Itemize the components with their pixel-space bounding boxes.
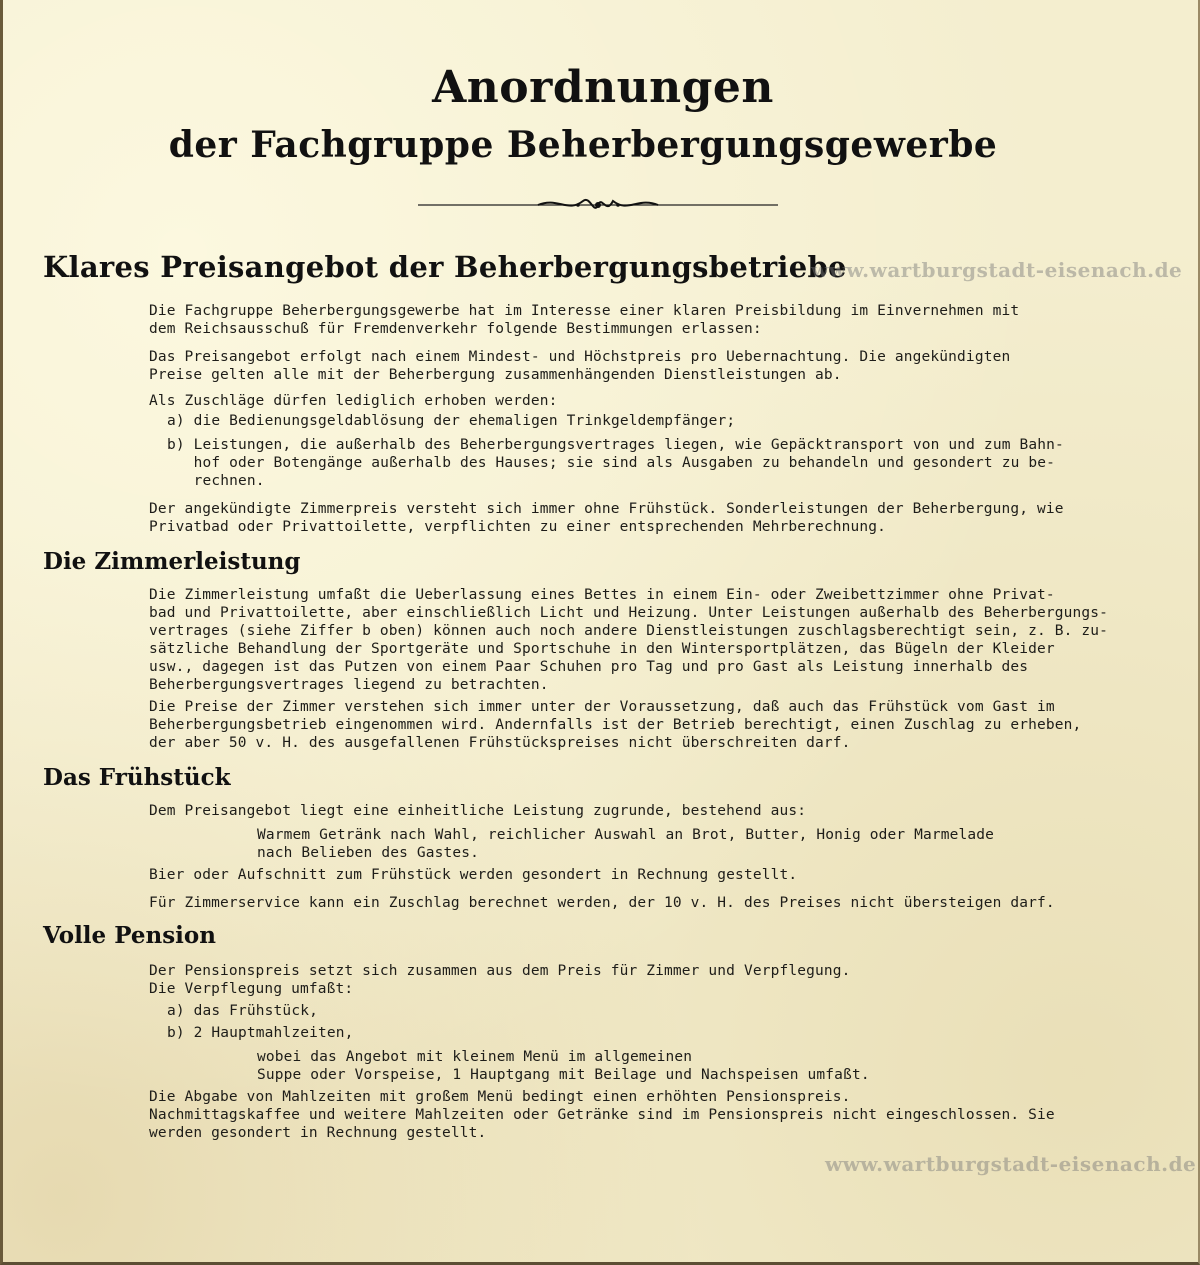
heading-volle-pension: Volle Pension	[43, 922, 216, 949]
document-title: Anordnungen	[432, 62, 774, 113]
text-line: Die Verpflegung umfaßt:	[149, 981, 354, 997]
list-item: b) 2 Hauptmahlzeiten,	[167, 1025, 354, 1041]
text-line: sätzliche Behandlung der Sportgeräte und Sportschuhe in den Wintersportplätzen, das Bügeln der Kleider	[149, 641, 1055, 657]
text-line: Der angekündigte Zimmerpreis versteht sich immer ohne Frühstück. Sonderleistungen der Beherbergung, wie	[149, 501, 1064, 517]
text-line: werden gesondert in Rechnung gestellt.	[149, 1125, 487, 1141]
watermark-top: www.wartburgstadt-eisenach.de	[811, 258, 1183, 282]
text-line: Preise gelten alle mit der Beherbergung zusammenhängenden Dienstleistungen ab.	[149, 367, 842, 383]
heading-fruehstueck: Das Frühstück	[43, 764, 231, 791]
text-line: Der Pensionspreis setzt sich zusammen aus dem Preis für Zimmer und Verpflegung.	[149, 963, 851, 979]
text-line: Die Fachgruppe Beherbergungsgewerbe hat im Interesse einer klaren Preisbildung im Einvernehmen mit	[149, 303, 1020, 319]
list-item: hof oder Botengänge außerhalb des Hauses; sie sind als Ausgaben zu behandeln und gesondert zu be-	[167, 455, 1055, 471]
watermark-bottom: www.wartburgstadt-eisenach.de	[825, 1152, 1197, 1176]
text-line: Die Preise der Zimmer verstehen sich immer unter der Voraussetzung, daß auch das Frühstück vom Gast im	[149, 699, 1055, 715]
text-line: Beherbergungsbetrieb eingenommen wird. Andernfalls ist der Betrieb berechtigt, einen Zuschlag zu erheben,	[149, 717, 1082, 733]
document-subtitle: der Fachgruppe Beherbergungsgewerbe	[168, 124, 998, 166]
text-line: Als Zuschläge dürfen lediglich erhoben werden:	[149, 393, 558, 409]
text-line: Die Abgabe von Mahlzeiten mit großem Menü bedingt einen erhöhten Pensionspreis.	[149, 1089, 851, 1105]
text-line: usw., dagegen ist das Putzen von einem Paar Schuhen pro Tag und pro Gast als Leistung innerhalb des	[149, 659, 1029, 675]
text-line: bad und Privattoilette, aber einschließlich Licht und Heizung. Unter Leistungen außerhalb des Beherbergungs-	[149, 605, 1109, 621]
text-line: Privatbad oder Privattoilette, verpflichten zu einer entsprechenden Mehrberechnung.	[149, 519, 887, 535]
text-line: Die Zimmerleistung umfaßt die Ueberlassung eines Bettes in einem Ein- oder Zweibettzimmer ohne Privat-	[149, 587, 1055, 603]
text-line: der aber 50 v. H. des ausgefallenen Frühstückspreises nicht überschreiten darf.	[149, 735, 851, 751]
list-item: b) Leistungen, die außerhalb des Beherbergungsvertrages liegen, wie Gepäcktransport von und zum Bahn-	[167, 437, 1064, 453]
list-item: rechnen.	[167, 473, 265, 489]
text-line: Das Preisangebot erfolgt nach einem Mindest- und Höchstpreis pro Uebernachtung. Die angekündigten	[149, 349, 1011, 365]
text-line: Suppe oder Vorspeise, 1 Hauptgang mit Beilage und Nachspeisen umfaßt.	[257, 1067, 870, 1083]
text-line: vertrages (siehe Ziffer b oben) können auch noch andere Dienstleistungen zuschlagsberechtigt sein, z. B. zu-	[149, 623, 1109, 639]
text-line: Dem Preisangebot liegt eine einheitliche Leistung zugrunde, bestehend aus:	[149, 803, 807, 819]
heading-zimmerleistung: Die Zimmerleistung	[43, 548, 301, 575]
text-line: Nachmittagskaffee und weitere Mahlzeiten oder Getränke sind im Pensionspreis nicht eingeschlossen. Sie	[149, 1107, 1055, 1123]
text-line: dem Reichsausschuß für Fremdenverkehr folgende Bestimmungen erlassen:	[149, 321, 762, 337]
list-item: a) das Frühstück,	[167, 1003, 318, 1019]
text-line: Beherbergungsvertrages liegend zu betrachten.	[149, 677, 549, 693]
heading-preisangebot: Klares Preisangebot der Beherbergungsbetriebe	[43, 250, 847, 284]
text-line: nach Belieben des Gastes.	[257, 845, 479, 861]
text-line: Bier oder Aufschnitt zum Frühstück werden gesondert in Rechnung gestellt.	[149, 867, 798, 883]
text-line: wobei das Angebot mit kleinem Menü im allgemeinen	[257, 1049, 693, 1065]
text-line: Für Zimmerservice kann ein Zuschlag berechnet werden, der 10 v. H. des Preises nicht übersteigen darf.	[149, 895, 1055, 911]
text-line: Warmem Getränk nach Wahl, reichlicher Auswahl an Brot, Butter, Honig oder Marmelade	[257, 827, 995, 843]
list-item: a) die Bedienungsgeldablösung der ehemaligen Trinkgeldempfänger;	[167, 413, 736, 429]
ornament-divider	[418, 193, 778, 217]
